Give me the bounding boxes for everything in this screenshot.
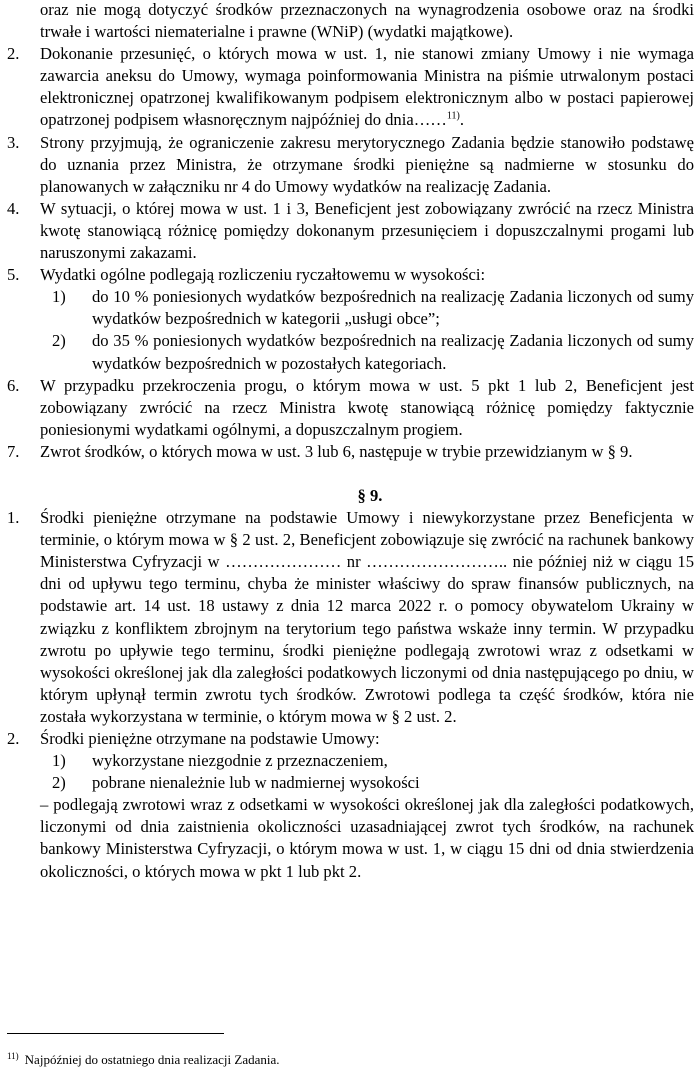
section8-item-2 (0, 43, 700, 131)
footnote (7, 1052, 280, 1068)
item-text: Środki pieniężne otrzymane na podstawie Umowy i niewykorzystane przez Beneficjenta w terminie, o którym mowa w § 2 ust. 2, Beneficjent zobowiązuje się zwrócić na rachunek bankowy Ministerstwa Cyfryzacji w ………………… nr …………………….. nie później niż w ciągu 15 dni od upływu tego terminu, chyba że minister właściwy do spraw finansów publicznych, na podstawie art. 14 ust. 18 ustawy z dnia 12 marca 2022 r. o pomocy obywatelom Ukrainy w związku z konfliktem zbrojnym na terytorium tego państwa wskaże inny termin. W przypadku zwrotu po upływie tego terminu, środki pieniężne podlegają zwrotowi wraz z odsetkami w wysokości określonej jak dla zaległości podatkowych liczonymi od dnia następującego po dniu, w którym upłynął termin zwrotu tych środków. Zwrotowi podlega ta część środków, która nie została wykorzystana w terminie, o którym mowa w § 2 ust. 2. (40, 508, 694, 726)
item-number: 2. (7, 44, 20, 64)
item-number: 1. (7, 508, 20, 528)
section8-item-5-sub-2 (0, 330, 700, 374)
subitem-text: do 10 % poniesionych wydatków bezpośrednich na realizację Zadania liczonych od sumy wydatków bezpośrednich w kategorii „usługi obce”; (92, 287, 694, 329)
item-number: 6. (7, 375, 20, 395)
section8-item-6 (0, 375, 700, 441)
footnote-ref[interactable]: 11) (446, 110, 460, 122)
item-text: W przypadku przekroczenia progu, o którym mowa w ust. 5 pkt 1 lub 2, Beneficjent jest zobowiązany zwrócić na rzecz Ministra kwotę stanowiącą różnicę pomiędzy faktycznie poniesionymi wydatkami ogólnymi, a dopuszczalnym progiem. (40, 375, 694, 439)
subitem-number: 2) (52, 331, 66, 351)
item-text: Dokonanie przesunięć, o których mowa w ust. 1, nie stanowi zmiany Umowy i nie wymaga zawarcia aneksu do Umowy, wymaga poinformowania Ministra na piśmie utrwalonym postaci elektronicznej opatrzonej kwalifikowanym podpisem elektronicznym albo w postaci papierowej opatrzonej podpisem własnoręcznym najpóźniej do dnia…… (40, 44, 694, 130)
section8-item-5-sub-1 (0, 286, 700, 330)
paragraph-continuation: oraz nie mogą dotyczyć środków przeznaczonych na wynagrodzenia osobowe oraz na środki trwałe i wartości niematerialne i prawne (WNiP) (wydatki majątkowe). (40, 0, 694, 42)
item-text: Wydatki ogólne podlegają rozliczeniu ryczałtowemu w wysokości: (40, 265, 486, 285)
section-heading: § 9. (357, 485, 383, 505)
subitem-number: 1) (52, 287, 66, 307)
section8-item-5 (0, 264, 700, 286)
section8-item-3 (0, 132, 700, 198)
footnote-mark: 11) (7, 1050, 19, 1061)
subitem-text: do 35 % poniesionych wydatków bezpośrednich na realizację Zadania liczonych od sumy wydatków bezpośrednich w pozostałych kategoriach. (92, 331, 694, 373)
subitem-number: 2) (52, 773, 66, 793)
item-text: Strony przyjmują, że ograniczenie zakresu merytorycznego Zadania będzie stanowiło podstawę do uznania przez Ministra, że otrzymane środki pieniężne są nadmierne w stosunku do planowanych w załączniku nr 4 do Umowy wydatków na realizację Zadania. (40, 132, 694, 196)
footnote-separator (7, 1033, 224, 1034)
item-number: 5. (7, 265, 20, 285)
item-text: Środki pieniężne otrzymane na podstawie Umowy: (40, 729, 380, 748)
item-number: 7. (7, 441, 20, 461)
section9-item-2-continuation: – podlegają zwrotowi wraz z odsetkami w wysokości określonej jak dla zaległości podatkowych, liczonymi od dnia zaistnienia okoliczności uzasadniającej zwrot tych środków, na rachunek bankowy Ministerstwa Cyfryzacji, o którym mowa w ust. 1, w ciągu 15 dni od dnia stwierdzenia okoliczności, o których mowa w pkt 1 lub pkt 2. (40, 795, 694, 881)
section8-item-7 (0, 441, 700, 463)
item-text: W sytuacji, o której mowa w ust. 1 i 3, Beneficjent jest zobowiązany zwrócić na rzecz Ministra kwotę stanowiącą różnicę pomiędzy dokonanym przesunięciem i dopuszczalnymi progami lub naruszonymi zakazami. (40, 198, 694, 263)
item-text: Zwrot środków, o których mowa w ust. 3 lub 6, następuje w trybie przewidzianym w § 9. (40, 441, 633, 461)
subitem-number: 1) (52, 751, 66, 771)
subitem-text: wykorzystane niezgodnie z przeznaczeniem, (92, 751, 388, 771)
footnote-text: Najpóźniej do ostatniego dnia realizacji Zadania. (24, 1052, 280, 1067)
item-number: 2. (7, 729, 20, 748)
section9-item-2 (0, 728, 700, 750)
item-number: 3. (7, 132, 20, 152)
section9-item-2-sub-2 (0, 772, 700, 794)
item-tail: . (459, 110, 465, 130)
section9-item-1 (0, 507, 700, 728)
section9-item-2-sub-1 (0, 750, 700, 772)
subitem-text: pobrane nienależnie lub w nadmiernej wysokości (92, 773, 420, 793)
item-number: 4. (7, 198, 20, 218)
section8-item-4 (0, 198, 700, 264)
